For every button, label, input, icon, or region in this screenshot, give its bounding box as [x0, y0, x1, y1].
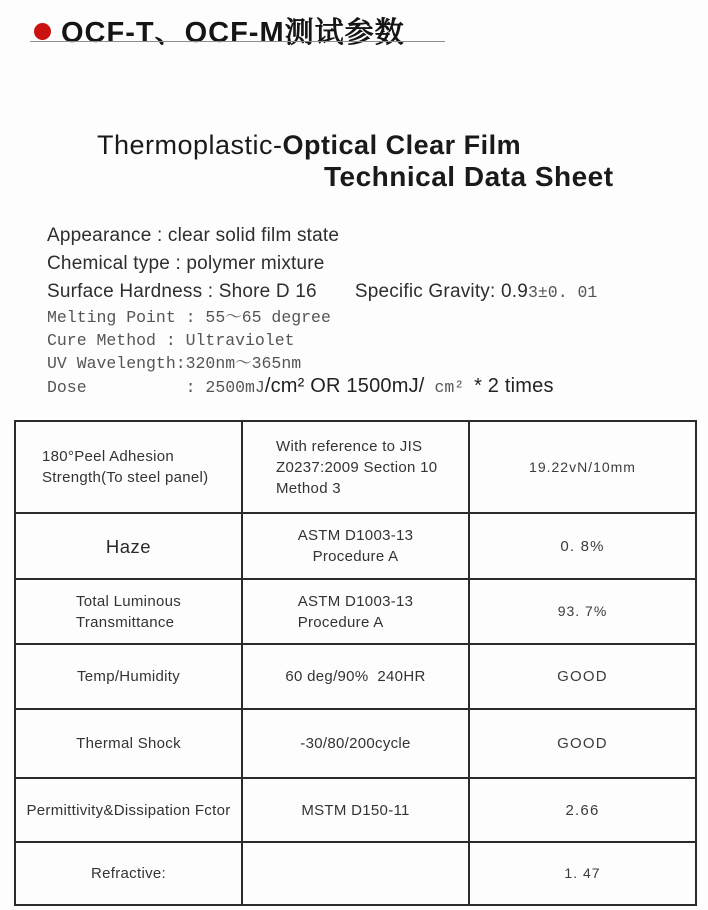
cell-content [42, 446, 235, 488]
cell-content [249, 733, 462, 754]
doc-title-product: Optical Clear Film [282, 130, 522, 160]
cell-content [249, 800, 462, 821]
table-row [15, 709, 696, 778]
table-cell [242, 842, 469, 905]
cell-line: 19.22vN/10mm [529, 458, 636, 475]
cell-line: 180°Peel Adhesion [42, 448, 175, 465]
table-row [15, 644, 696, 709]
table-cell [242, 709, 469, 778]
cell-content [76, 591, 181, 633]
table-cell [242, 421, 469, 513]
property-line [47, 222, 597, 250]
table-row [15, 778, 696, 842]
cell-content [476, 457, 689, 478]
cell-line: Haze [105, 535, 152, 557]
property-line [47, 329, 597, 352]
cell-content [476, 863, 689, 884]
cell-line: Permittivity&Dissipation Fctor [26, 801, 231, 819]
cell-content [476, 536, 689, 557]
property-segment: Appearance : clear solid film state [47, 225, 340, 246]
table-row [15, 421, 696, 513]
property-line [47, 306, 597, 329]
table-cell [15, 842, 242, 905]
properties-list [47, 222, 597, 399]
cell-content [22, 800, 235, 821]
spec-table [14, 420, 697, 906]
cell-line: 1. 47 [564, 865, 601, 881]
header-title: OCF-T、OCF-M测试参数 [61, 17, 405, 49]
property-segment: Chemical type : polymer mixture [47, 253, 325, 274]
table-cell [469, 644, 696, 709]
cell-content [298, 591, 414, 633]
cell-line: GOOD [557, 735, 608, 752]
property-segment: cm² [424, 378, 475, 397]
cell-line: 2.66 [565, 801, 600, 819]
table-cell [242, 579, 469, 644]
table-cell [469, 842, 696, 905]
cell-content [476, 601, 689, 622]
doc-title-line2: Technical Data Sheet [324, 161, 614, 192]
document-header [34, 10, 405, 51]
table-cell [242, 778, 469, 842]
table-cell [469, 709, 696, 778]
cell-content [22, 536, 235, 557]
table-row [15, 842, 696, 905]
red-bullet-icon [34, 23, 51, 40]
cell-line: Total Luminous [75, 592, 182, 610]
cell-line: Transmittance [75, 613, 175, 631]
table-cell [15, 778, 242, 842]
property-segment: Surface Hardness : Shore D 16 [47, 281, 317, 302]
doc-title-prefix: Thermoplastic- [97, 130, 283, 160]
table-cell [469, 513, 696, 579]
cell-line: ASTM D1003-13 [297, 592, 414, 610]
cell-line: Procedure A [312, 548, 399, 565]
cell-content [249, 525, 462, 567]
property-segment: Specific Gravity: 0.9 [354, 281, 528, 302]
cell-line: Strength(To steel panel) [42, 469, 209, 486]
cell-line: 0. 8% [560, 537, 605, 555]
table-cell [242, 644, 469, 709]
cell-content [276, 436, 462, 499]
table-cell [15, 421, 242, 513]
cell-line: Z0237:2009 Section 10 [276, 458, 438, 476]
property-segment: * 2 times [474, 375, 554, 397]
property-segment: Melting Point : 55～65 degree [47, 308, 331, 327]
cell-content [249, 666, 462, 687]
cell-line: -30/80/200cycle [300, 735, 411, 752]
table-cell [469, 421, 696, 513]
cell-line: MSTM D150-11 [301, 801, 410, 819]
cell-content [22, 733, 235, 754]
table-row [15, 513, 696, 579]
cell-line: 60 deg/90% 240HR [285, 668, 426, 685]
cell-line: 93. 7% [557, 603, 608, 619]
property-segment: Dose : 2500mJ [47, 378, 265, 397]
cell-content [22, 863, 235, 884]
cell-line: Method 3 [276, 479, 341, 497]
cell-line: Temp/Humidity [76, 668, 181, 685]
property-segment: 3±0. 01 [527, 283, 598, 302]
table-cell [15, 579, 242, 644]
table-cell [469, 778, 696, 842]
cell-line: Procedure A [297, 613, 384, 631]
property-segment: UV Wavelength:320nm～365nm [47, 354, 302, 373]
table-cell [15, 644, 242, 709]
property-line [47, 250, 597, 278]
cell-line: ASTM D1003-13 [297, 527, 414, 544]
property-line [47, 375, 597, 399]
table-cell [242, 513, 469, 579]
table-cell [15, 513, 242, 579]
cell-line: With reference to JIS [276, 437, 423, 455]
cell-line: GOOD [557, 668, 608, 685]
property-line [47, 278, 597, 306]
property-line [47, 352, 597, 375]
table-row [15, 579, 696, 644]
doc-title-line1 [97, 130, 521, 161]
cell-line: Refractive: [91, 865, 166, 882]
cell-content [22, 666, 235, 687]
header-underline [30, 41, 445, 42]
cell-content [476, 800, 689, 821]
table-cell [15, 709, 242, 778]
cell-content [476, 733, 689, 754]
cell-content [476, 666, 689, 687]
property-segment: Cure Method : Ultraviolet [47, 331, 295, 350]
property-segment: /cm² OR 1500mJ/ [264, 375, 425, 397]
table-cell [469, 579, 696, 644]
cell-line: Thermal Shock [76, 735, 181, 752]
